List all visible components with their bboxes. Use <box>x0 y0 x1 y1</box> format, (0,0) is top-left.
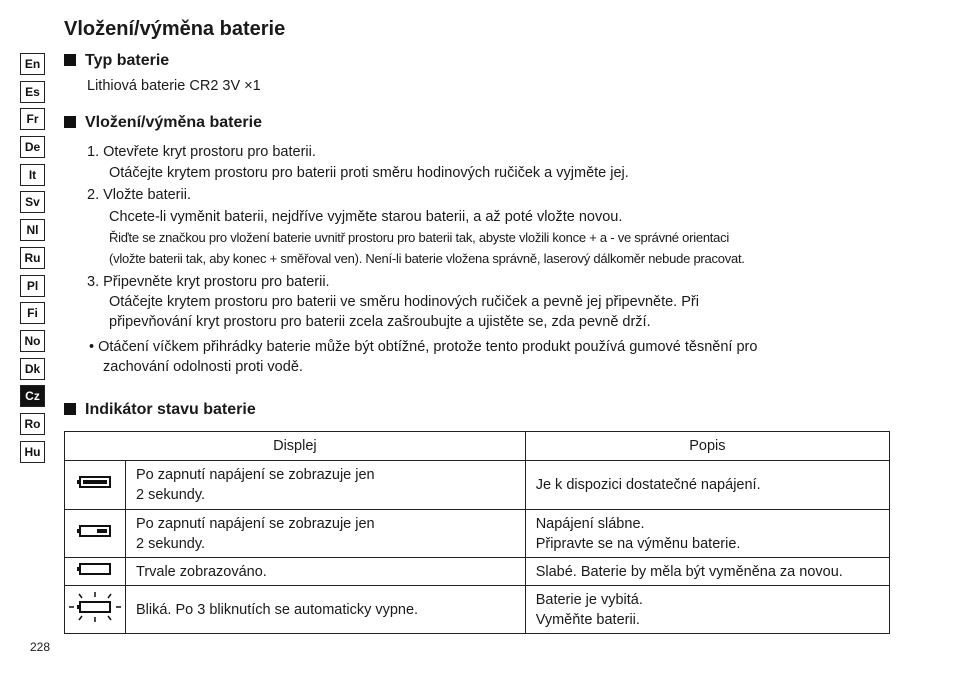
table-row <box>65 461 890 510</box>
step-2-note-1: Řiďte se značkou pro vložení baterie uvnitř prostoru pro baterii tak, abyste vložili konce + a - ve správné orientaci <box>109 230 730 245</box>
lang-tab-pl[interactable]: Pl <box>20 275 45 297</box>
page-title: Vložení/výměna baterie <box>64 18 286 40</box>
lang-tab-ru[interactable]: Ru <box>20 247 45 269</box>
step-1: 1. Otevřete kryt prostoru pro baterii. <box>87 144 316 160</box>
icon-cell <box>65 586 126 634</box>
lang-tab-de[interactable]: De <box>20 136 45 158</box>
lang-tab-sv[interactable]: Sv <box>20 191 45 213</box>
language-tabs <box>20 53 45 468</box>
section-heading-battery-type: Typ baterie <box>64 52 169 70</box>
column-header-display: Displej <box>65 432 526 461</box>
page-number: 228 <box>30 640 51 654</box>
note-bullet-2: zachování odolnosti proti vodě. <box>103 359 303 375</box>
table-row <box>65 586 890 634</box>
display-cell: Po zapnutí napájení se zobrazuje jen 2 sekundy. <box>126 461 526 510</box>
icon-cell <box>65 558 126 586</box>
table-header-row <box>65 432 890 461</box>
step-2-detail: Chcete-li vyměnit baterii, nejdříve vyjměte starou baterii, a až poté vložte novou. <box>109 209 623 225</box>
lang-tab-it[interactable]: It <box>20 164 45 186</box>
display-cell: Bliká. Po 3 bliknutích se automaticky vypne. <box>126 586 526 634</box>
battery-indicator-table <box>64 431 890 634</box>
step-3-detail-1: Otáčejte krytem prostoru pro baterii ve směru hodinových ručiček a pevně jej připevněte. Při <box>109 294 699 310</box>
description-cell: Baterie je vybitá. Vyměňte baterii. <box>525 586 889 634</box>
battery-low-icon <box>77 562 113 576</box>
lang-tab-es[interactable]: Es <box>20 81 45 103</box>
lang-tab-no[interactable]: No <box>20 330 45 352</box>
description-cell: Je k dispozici dostatečné napájení. <box>525 461 889 510</box>
icon-cell <box>65 461 126 510</box>
battery-blinking-icon <box>65 590 125 624</box>
lang-tab-dk[interactable]: Dk <box>20 358 45 380</box>
section-heading-replacement: Vložení/výměna baterie <box>64 114 262 132</box>
icon-cell <box>65 510 126 558</box>
lang-tab-ro[interactable]: Ro <box>20 413 45 435</box>
display-cell: Trvale zobrazováno. <box>126 558 526 586</box>
lang-tab-en[interactable]: En <box>20 53 45 75</box>
step-3-detail-2: připevňování kryt prostoru pro baterii zcela zašroubujte a ujistěte se, zda pevně drží. <box>109 314 651 330</box>
lang-tab-fr[interactable]: Fr <box>20 108 45 130</box>
step-2: 2. Vložte baterii. <box>87 187 191 203</box>
lang-tab-nl[interactable]: Nl <box>20 219 45 241</box>
table-row <box>65 558 890 586</box>
step-1-detail: Otáčejte krytem prostoru pro baterii proti směru hodinových ručiček a vyjměte jej. <box>109 165 629 181</box>
display-cell: Po zapnutí napájení se zobrazuje jen 2 sekundy. <box>126 510 526 558</box>
battery-type-text: Lithiová baterie CR2 3V ×1 <box>87 78 261 94</box>
table-row <box>65 510 890 558</box>
lang-tab-fi[interactable]: Fi <box>20 302 45 324</box>
battery-half-icon <box>77 524 113 538</box>
section-square-icon <box>64 54 76 66</box>
description-cell: Slabé. Baterie by měla být vyměněna za novou. <box>525 558 889 586</box>
section-square-icon <box>64 116 76 128</box>
section-square-icon <box>64 403 76 415</box>
lang-tab-hu[interactable]: Hu <box>20 441 45 463</box>
description-cell: Napájení slábne. Připravte se na výměnu baterie. <box>525 510 889 558</box>
column-header-description: Popis <box>525 432 889 461</box>
battery-full-icon <box>77 475 113 489</box>
step-2-note-2: (vložte baterii tak, aby konec + směřoval ven). Není-li baterie vložena správně, laserový dálkoměr nebude pracovat. <box>109 251 745 266</box>
lang-tab-cz[interactable]: Cz <box>20 385 45 407</box>
section-heading-indicator: Indikátor stavu baterie <box>64 401 256 419</box>
step-3: 3. Připevněte kryt prostoru pro baterii. <box>87 274 330 290</box>
note-bullet-1: • Otáčení víčkem přihrádky baterie může být obtížné, protože tento produkt používá gumové těsnění pro <box>89 339 758 355</box>
